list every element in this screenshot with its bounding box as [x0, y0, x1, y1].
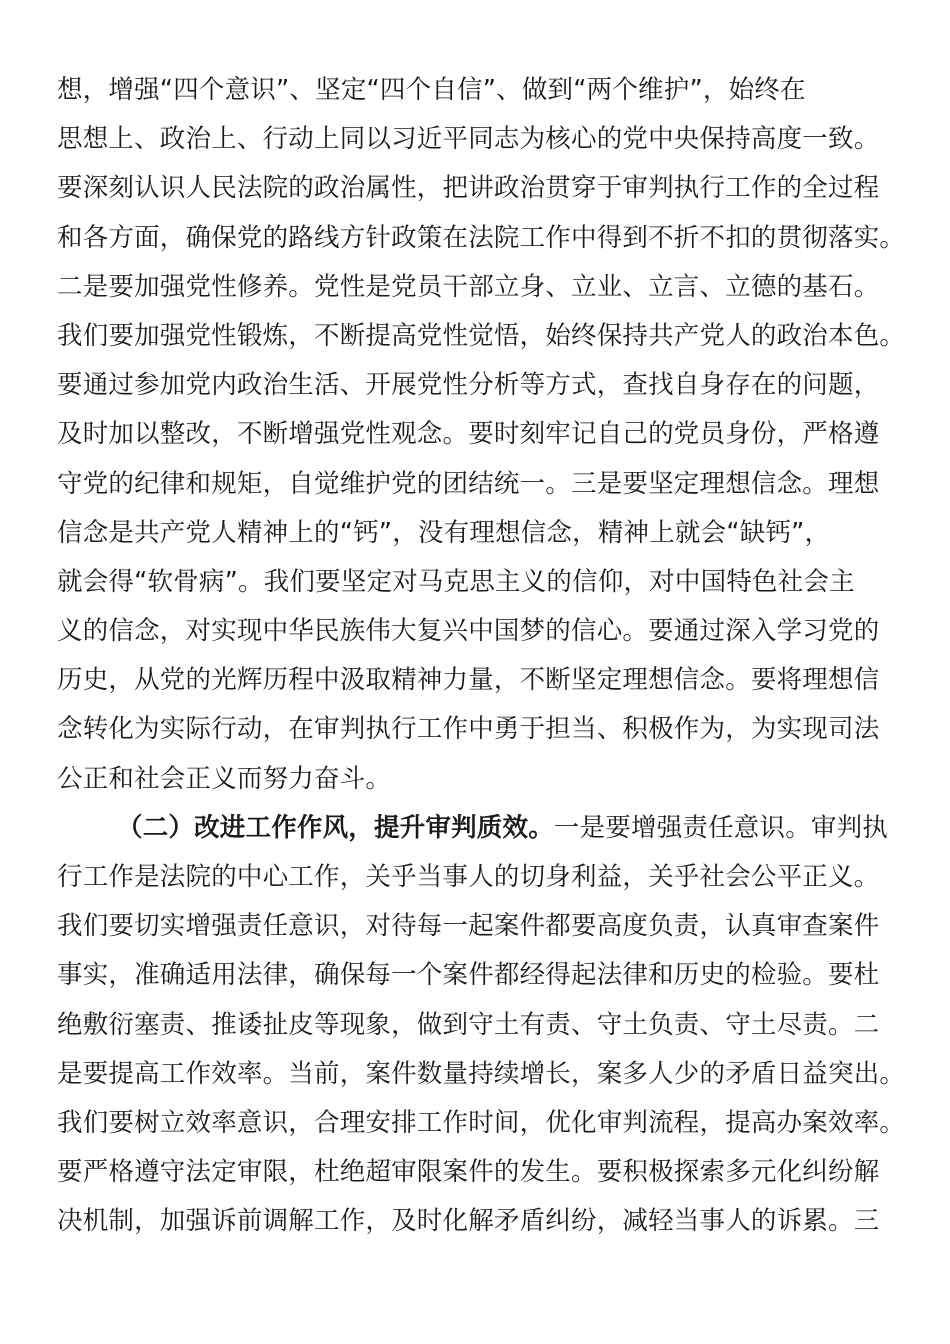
text-line: 和各方面，确保党的路线方针政策在法院工作中得到不折不扣的贯彻落实。: [57, 222, 906, 253]
section-2-first-line-text: 一是要增强责任意识。审判执: [553, 812, 889, 843]
document-body: [57, 66, 906, 1247]
text-line: 我们要树立效率意识，合理安排工作时间，优化审判流程，提高办案效率。: [57, 1107, 906, 1138]
text-line: 是要提高工作效率。当前，案件数量持续增长，案多人少的矛盾日益突出。: [57, 1058, 906, 1089]
text-line: 守党的纪律和规矩，自觉维护党的团结统一。三是要坚定理想信念。理想: [57, 468, 880, 499]
text-line: 决机制，加强诉前调解工作，及时化解矛盾纠纷，减轻当事人的诉累。三: [57, 1206, 880, 1237]
text-line: 二是要加强党性修养。党性是党员干部立身、立业、立言、立德的基石。: [57, 271, 880, 302]
text-line: 要严格遵守法定审限，杜绝超审限案件的发生。要积极探索多元化纠纷解: [57, 1157, 880, 1188]
text-line: 行工作是法院的中心工作，关乎当事人的切身利益，关乎社会公平正义。: [57, 862, 880, 892]
text-line: 事实，准确适用法律，确保每一个案件都经得起法律和历史的检验。要杜: [57, 960, 880, 991]
section-2-heading: （二）改进工作作风，提升审判质效。: [117, 812, 554, 843]
text-line: 历史，从党的光辉历程中汲取精神力量，不断坚定理想信念。要将理想信: [57, 665, 880, 696]
text-line: 思想上、政治上、行动上同以习近平同志为核心的党中央保持高度一致。: [57, 124, 880, 155]
text-line: 要通过参加党内政治生活、开展党性分析等方式，查找自身存在的问题，: [57, 370, 880, 401]
text-line: 要深刻认识人民法院的政治属性，把讲政治贯穿于审判执行工作的全过程: [57, 173, 880, 204]
text-line: 我们要切实增强责任意识，对待每一起案件都要高度负责，认真审查案件: [57, 911, 880, 942]
text-line: 公正和社会正义而努力奋斗。: [57, 763, 392, 794]
text-line: 义的信念，对实现中华民族伟大复兴中国梦的信心。要通过深入学习党的: [57, 616, 880, 647]
text-line: 我们要加强党性锻炼，不断提高党性觉悟，始终保持共产党人的政治本色。: [57, 320, 906, 351]
text-line: 想，增强“四个意识”、坚定“四个自信”、做到“两个维护”，始终在: [57, 75, 806, 105]
text-line: 绝敷衍塞责、推诿扯皮等现象，做到守土有责、守土负责、守土尽责。二: [57, 1009, 880, 1040]
text-line: 信念是共产党人精神上的“钙”，没有理想信念，精神上就会“缺钙”，: [57, 517, 831, 548]
text-line: 就会得“软骨病”。我们要坚定对马克思主义的信仰，对中国特色社会主: [57, 566, 855, 597]
text-line: 念转化为实际行动，在审判执行工作中勇于担当、积极作为，为实现司法: [57, 714, 880, 745]
section-2-first-line: [57, 804, 893, 853]
text-line: 及时加以整改，不断增强党性观念。要时刻牢记自己的党员身份，严格遵: [57, 419, 880, 450]
